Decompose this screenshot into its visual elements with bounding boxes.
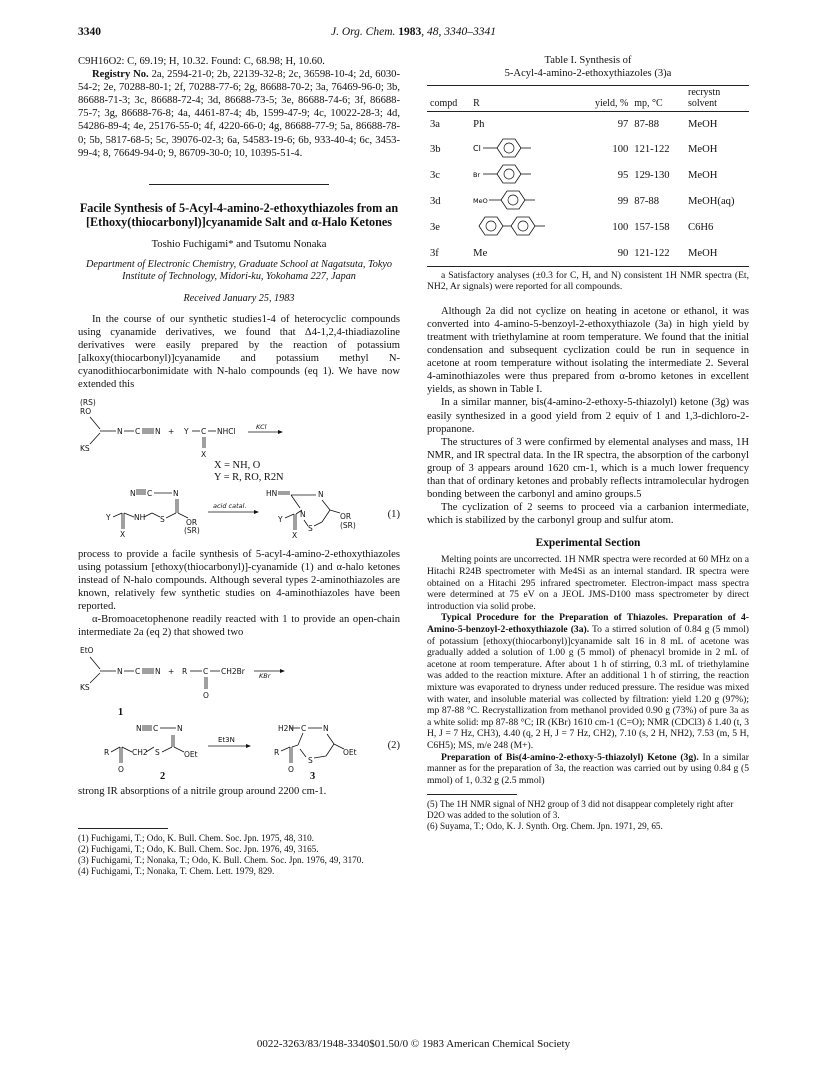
compound-1-label: 1 [118,707,124,719]
equation-2-scheme [78,643,400,781]
r-cell: Ph [473,118,485,130]
article-divider [149,184,329,185]
bromophenyl-structure [473,163,553,185]
eq2-reactants [80,646,285,700]
table-header: mp, °C [631,86,685,112]
eq1-label: NH [134,512,146,522]
eq1-label: OR [340,511,352,521]
eq1-label: KS [80,443,90,453]
yield-cell: 95 [617,170,629,182]
eq2-label: N [117,667,123,677]
table-header: compd [427,86,470,112]
table-1 [427,85,749,267]
eq1-label: X [201,449,207,459]
footnotes-left [78,833,400,877]
solvent-cell: C6H6 [688,222,714,234]
table-caption: Table I. Synthesis of 5-Acyl-4-amino-2-ethoxythiazoles (3)a [504,55,672,79]
eq1-label: N [173,488,179,498]
right-column [427,55,749,832]
mp-cell: 129-130 [634,170,670,182]
eq2-products [104,724,357,774]
r-cell: Me [470,241,580,267]
solvent-cell: MeOH(aq) [688,196,735,208]
yield-cell: 90 [580,241,631,267]
eq1-label: X [292,530,298,540]
article-title: Facile Synthesis of 5-Acyl-4-amino-2-ethoxythiazoles from an [Ethoxy(thiocarbonyl)]cyanamide Salt and α-Halo Ketones [79,200,399,230]
mp-cell: 121-122 [631,241,685,267]
article-authors: Toshio Fuchigami* and Tsutomu Nonaka [151,238,327,250]
eq2-label: OEt [184,750,198,760]
eq1-label: X [120,529,126,539]
table-row [427,189,749,215]
mp-cell: 121-122 [634,144,670,156]
registry-numbers: Registry No. 2a, 2594-21-0; 2b, 22139-32-8; 2c, 36598-10-4; 2d, 6030-54-2; 2e, 70288-80-1; 2f, 70288-77-6; 2g, 86688-70-2; 3a, 76469-96-0; 3b, 86688-71-3; 3c, 86688-72-4; 3d, 86688-73-5; 3e, 86688-74-6; 3f, 86688-75-7; 3g, 86688-76-8; 4a, 4461-87-4; 4b, 1599-47-9; 4c, 10022-28-3; 4d, 54286-89-4; 4e, 25176-55-0; 4f, 4220-66-0; 4g, 86688-77-9; 5a, 86688-78-0; 5b, 5817-68-5; 5c, 39076-02-3; 6a, 54583-19-6; 6b, 933-40-4; 6c, 3453-99-4; 8, 76649-94-0; 9, 86709-30-0; 10, 10395-51-4. [78,69,400,159]
solvent-cell: MeOH [688,144,718,156]
equation-number-1: (1) [387,508,400,520]
eq2-label: R [182,667,188,677]
svg-text:MeO: MeO [473,196,488,205]
mp-cell: 87-88 [634,196,659,208]
yield-cell: 97 [617,118,629,130]
eq1-label: NHCl [217,426,236,436]
compound-3-label: 3 [310,771,316,782]
eq1-products [105,489,356,540]
eq2-label: C [153,724,159,734]
body-paragraph: strong IR absorptions of a nitrile group around 2200 cm-1. [78,786,327,798]
eq2-label: O [288,765,294,775]
footnote-rule [427,794,517,795]
eq1-label: C [135,426,141,436]
eq1-label: S [160,514,165,524]
eq1-label: Y [106,512,111,522]
left-column [78,55,400,877]
svg-text:+: + [168,667,175,677]
table-row [427,241,749,267]
svg-text:+: + [168,426,175,436]
eq2-label: Et3N [218,736,235,745]
yield-cell: 100 [612,222,629,234]
journal-citation: J. Org. Chem. 1983, 48, 3340–3341 [330,26,497,38]
eq2-label: CH2 [132,748,148,758]
eq2-label: KBr [259,672,271,681]
intro-paragraph: In the course of our synthetic studies1-4 of heterocyclic compounds using cyanamide derivatives, we found that Δ4-1,2,4-thiadiazoline derivatives were easily prepared by the reaction of potassium [alkoxy(thiocarbonyl)]cyanamide and potassium methyl N-cyanodithiocarbonimidate with N-halo compounds (eq 1). We have now extended this [78,313,400,391]
compd-cell: 3d [430,196,441,208]
r-cell [470,137,580,163]
eq1-label: Y [184,426,189,436]
eq2-label: S [308,756,313,766]
footnote: (2) Fuchigami, T.; Odo, K. Bull. Chem. Soc. Jpn. 1976, 49, 3165. [78,844,319,855]
eq2-label: R [274,748,280,758]
eq2-label: CH2Br [221,667,245,677]
r-cell [470,189,580,215]
eq2-label: C [203,667,209,677]
solvent-cell: MeOH [688,170,718,182]
eq1-label: N [300,509,306,519]
eq1-label: Y [278,514,283,524]
r-cell [470,163,580,189]
table-header: R [470,86,580,112]
eq1-def: X = NH, O [214,459,261,471]
experimental-paragraph: Typical Procedure for the Preparation of Thiazoles. Preparation of 4-Amino-5-benzoyl-2-ethoxythiazole (3a). To a stirred solution of 0.84 g (5 mmol) of potassium [ethoxy(thiocarbonyl)]cyanamide salt 16 in 8 mL of acetone was gradually added a solution of 1.00 g (5 mmol) of phenacyl bromide in 2 mL of acetone at room temperature. After about 1 h of stirring, 0.3 mL of triethylamine was added to the reaction mixture. After an additional 1 h of stirring, the reaction mixture was evaporated to dryness under reduced pressure. The residue was mixed with water, and insoluble material was collected by filtration: yield 1.20 g (97%); mp 87-88 °C. Recrystallization from methanol provided 0.90 g (73%) of pure 3a as a white solid: mp 87-88 °C; IR (KBr) 1610 cm-1 (C=O); NMR (CDCl3) δ 1.40 (t, 3 H, J = 7 Hz, CH3), 4.40 (q, 2 H, J = 7 Hz, CH2), 7.10 (s, 2 H, NH2), 7.53 (m, 5 H, C6H5); MS, m/e 248 (M+). [427,612,750,751]
body-paragraph: α-Bromoacetophenone readily reacted with 1 to provide an open-chain intermediate 2a (eq 2) that showed two [78,613,400,639]
footnotes-right [427,799,749,832]
eq1-label: N [318,489,324,499]
eq2-label: C [135,667,141,677]
svg-text:Br: Br [473,170,481,179]
table-row [427,137,749,163]
table-footnote: a Satisfactory analyses (±0.3 for C, H, and N) consistent 1H NMR spectra (Et, NH2, Ar signals) were reported for all compounds. [427,269,749,293]
eq1-label: C [201,426,207,436]
compd-cell: 3f [427,241,470,267]
eq2-label: N [155,667,161,677]
body-paragraph: process to provide a facile synthesis of 5-acyl-4-amino-2-ethoxythiazoles using potassium [ethoxy(thiocarbonyl)]-cyanamide (1) and α-halo ketones instead of N-halo compounds. Although several types 2-aminothiazoles are known, relatively few synthetic studies on 4-aminothiazoles have been reported. [78,548,400,612]
eq1-label: KCl [256,422,267,431]
eq2-label: O [118,765,124,775]
eq1-label: C [147,488,153,498]
eq2-label: O [203,691,209,701]
table-header: yield, % [580,86,631,112]
compd-cell: 3b [430,144,441,156]
compd-cell: 3a [430,118,440,130]
body-paragraph: The cyclization of 2 seems to proceed via a carbanion intermediate, which is stabilized by the carbonyl group and sulfur atom. [427,502,749,527]
solvent-cell: MeOH [685,241,749,267]
footnote: (4) Fuchigami, T.; Nonaka, T. Chem. Lett. 1979, 829. [78,866,275,877]
chlorophenyl-structure [473,137,553,159]
eq1-label: S [308,523,313,533]
eq1-label: (SR) [340,520,356,530]
eq2-label: EtO [80,646,94,656]
eq2-label: H2N [278,724,295,734]
footnote: (3) Fuchigami, T.; Nonaka, T.; Odo, K. Bull. Chem. Soc. Jpn. 1976, 49, 3170. [78,855,364,866]
eq2-label: OEt [343,748,357,758]
eq1-label: (RS) [80,397,96,407]
eq1-label: N [117,426,123,436]
eq2-label: C [301,724,307,734]
compd-cell: 3e [430,222,440,234]
mp-cell: 87-88 [634,118,659,130]
prev-analysis: C9H16O2: C, 69.19; H, 10.32. Found: C, 68.98; H, 10.60. [78,56,325,67]
eq2-label: R [104,748,110,758]
eq2-label: S [155,748,160,758]
table-row [427,111,749,137]
eq2-label: N [323,724,329,734]
page-footer: 0022-3263/83/1948-3340$01.50/0 © 1983 American Chemical Society [256,1038,571,1050]
footnote-rule [78,828,168,829]
footnote: (6) Suyama, T.; Odo, K. J. Synth. Org. Chem. Jpn. 1971, 29, 65. [427,821,663,832]
experimental-paragraph: Preparation of Bis(4-amino-2-ethoxy-5-thiazolyl) Ketone (3g). In a similar manner as for the preparation of 3a, the reaction was carried out by using 0.84 g (5 mmol) of 1, 0.32 g (2.5 mmol) [427,751,749,786]
table-header: recrystn solvent [685,86,749,112]
eq1-label: N [155,426,161,436]
experimental-paragraph: Melting points are uncorrected. 1H NMR spectra were recorded at 60 MHz on a Hitachi R24B spectrometer with Me4Si as an internal standard. IR spectra were obtained on a Hitachi 295 infrared spectrometer. Electron-impact mass spectra were determined at 75 eV on a JEOL JMS-D100 mass spectrometer by direct introduction via solid probe. [427,554,749,612]
eq1-label: RO [80,406,92,416]
r-cell [470,215,580,241]
footnote: (5) The 1H NMR signal of NH2 group of 3 did not disappear completely right after D2O was added to the solution of 3. [427,799,734,821]
running-header [78,26,749,42]
article-affiliation: Department of Electronic Chemistry, Graduate School at Nagatsuta, Tokyo Institute of Technology, Midori-ku, Yokohama 227, Japan [86,259,392,283]
page-number: 3340 [78,26,101,38]
eq1-label: OR [186,517,198,527]
svg-text:Cl: Cl [473,143,481,153]
yield-cell: 99 [617,196,629,208]
eq1-definitions [214,460,284,483]
equation-1-scheme [78,396,400,544]
eq2-label: N [136,724,142,734]
eq1-label: HN [266,488,278,498]
eq1-label: N [130,488,136,498]
footnote: (1) Fuchigami, T.; Odo, K. Bull. Chem. Soc. Jpn. 1975, 48, 310. [78,833,314,844]
methoxyphenyl-structure [473,189,561,211]
table-row [427,163,749,189]
experimental-heading: Experimental Section [535,537,641,550]
table-row [427,215,749,241]
compd-cell: 3c [430,170,440,182]
yield-cell: 100 [612,144,629,156]
eq1-def: Y = R, RO, R2N [214,471,284,483]
eq1-reactants [80,398,283,459]
solvent-cell: MeOH [688,118,718,130]
biphenyl-structure [473,215,565,237]
received-date: Received January 25, 1983 [183,292,295,304]
equation-number-2: (2) [387,740,400,752]
body-paragraph: Although 2a did not cyclize on heating in acetone or ethanol, it was converted into 4-amino-5-benzoyl-2-ethoxythiazole (3a) in high yield by treatment with triethylamine at room temperature. We found that the initial condensation and subsequent cyclization could be run in sequence in acetone at room temperature without isolating the intermediate 2. Several 4-aminothiazoles were thus prepared from α-bromo ketones in excellent yields, as shown in Table I. [427,305,749,396]
eq2-label: KS [80,683,90,693]
body-paragraph: The structures of 3 were confirmed by elemental analyses and mass, 1H NMR, and IR spectral data. In the IR spectra, the absorption of the carbonyl group of 3 appears around 1620 cm-1, which is a much lower frequency than that of ordinary ketones and probably reflects intramolecular hydrogen bonding between the carbonyl and amino groups.5 [427,436,749,501]
compound-2-label: 2 [160,771,166,782]
eq1-label: acid catal. [213,501,247,510]
eq1-label: (SR) [184,525,200,535]
mp-cell: 157-158 [634,222,670,234]
body-paragraph: In a similar manner, bis(4-amino-2-ethoxy-5-thiazolyl) ketone (3g) was easily synthesized in a good yield from 2 equiv of 1 and 1,3-dichloro-2-propanone. [427,397,749,435]
eq2-label: N [177,724,183,734]
